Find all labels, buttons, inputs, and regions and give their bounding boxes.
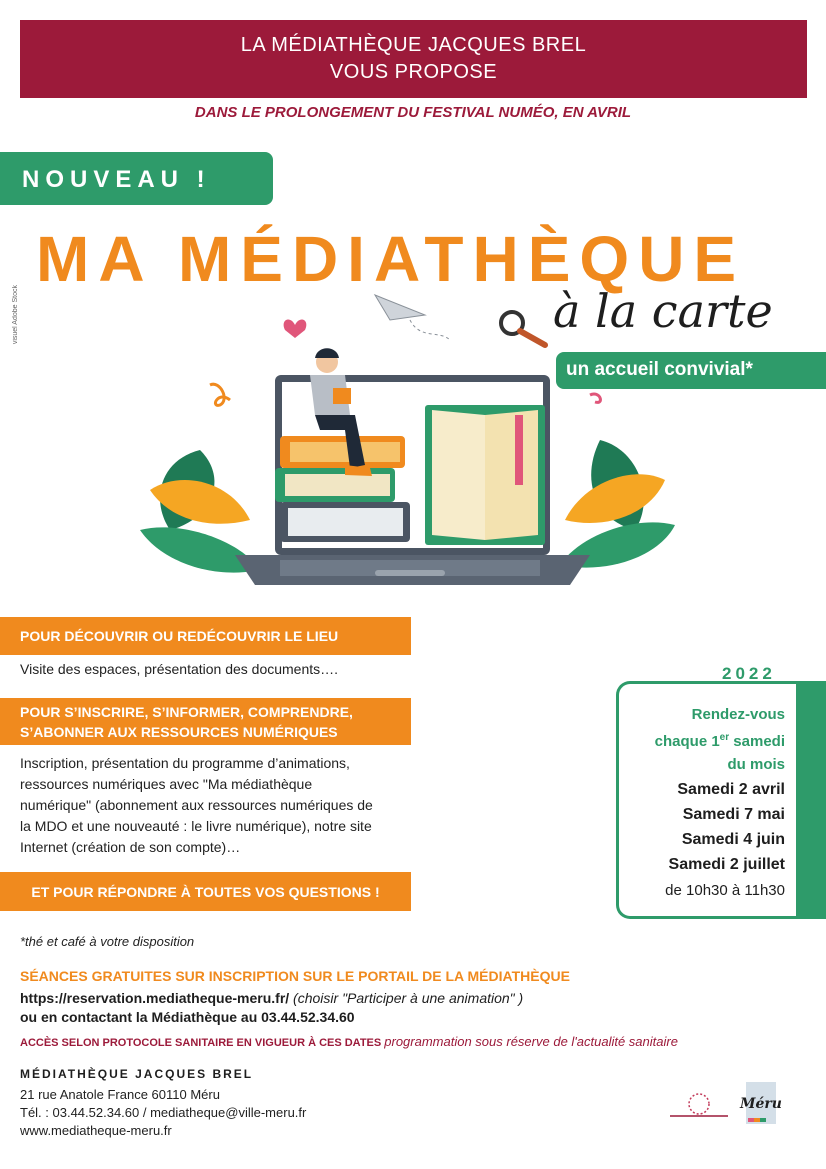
nouveau-badge: NOUVEAU ! bbox=[0, 152, 273, 205]
open-book-icon bbox=[425, 405, 545, 545]
website-link[interactable]: www.mediatheque-meru.fr bbox=[20, 1123, 172, 1138]
header-banner bbox=[20, 20, 807, 98]
reservation-note: (choisir "Participer à une animation" ) bbox=[289, 990, 524, 1006]
a-la-carte-script: à la carte bbox=[553, 284, 773, 338]
books-stack-icon bbox=[275, 436, 410, 542]
squiggle-icon bbox=[210, 384, 230, 405]
schedule-date: Samedi 2 avril bbox=[677, 781, 785, 798]
accueil-tagline: un accueil convivial* bbox=[556, 352, 826, 389]
schedule-intro-line: du mois bbox=[727, 756, 785, 773]
section-2-body-line: ressources numériques avec "Ma médiathèque bbox=[20, 776, 313, 792]
schedule-intro-text: chaque 1 bbox=[654, 733, 720, 750]
contact-line: ou en contactant la Médiathèque au 03.44.52.34.60 bbox=[20, 1009, 355, 1025]
schedule-date: Samedi 7 mai bbox=[682, 806, 785, 823]
ville-meru-logo bbox=[738, 1080, 790, 1128]
section-2-heading-line1: POUR S’INSCRIRE, S’INFORMER, COMPRENDRE, bbox=[20, 703, 353, 720]
schedule-intro-sup: er bbox=[719, 732, 730, 743]
section-2-heading bbox=[0, 698, 411, 745]
mediatheque-logo-icon bbox=[668, 1090, 730, 1122]
image-credit: visuel Adobe Stock bbox=[12, 285, 19, 345]
address: 21 rue Anatole France 60110 Méru bbox=[20, 1087, 220, 1102]
leaves-left-icon bbox=[140, 450, 260, 573]
paper-plane-icon bbox=[375, 295, 425, 320]
seances-heading: SÉANCES GRATUITES SUR INSCRIPTION SUR LE PORTAIL DE LA MÉDIATHÈQUE bbox=[20, 968, 570, 984]
section-2-body-line: Internet (création de son compte)… bbox=[20, 839, 241, 855]
year-label: 2022 bbox=[722, 664, 776, 683]
schedule-dates bbox=[620, 777, 785, 877]
footnote: *thé et café à votre disposition bbox=[20, 934, 195, 949]
festival-subtitle: DANS LE PROLONGEMENT DU FESTIVAL NUMÉO, EN AVRIL bbox=[194, 104, 632, 121]
section-3-heading: ET POUR RÉPONDRE À TOUTES VOS QUESTIONS ! bbox=[0, 872, 411, 911]
header-line-2: VOUS PROPOSE bbox=[329, 61, 498, 83]
acces-text: ACCÈS SELON PROTOCOLE SANITAIRE EN VIGUEUR À CES DATES bbox=[20, 1037, 385, 1049]
schedule-intro bbox=[620, 703, 785, 776]
section-2-body-line: Inscription, présentation du programme d’animations, bbox=[20, 755, 350, 771]
schedule-date: Samedi 4 juin bbox=[681, 831, 785, 848]
schedule-hours: de 10h30 à 11h30 bbox=[665, 882, 785, 899]
org-name: MÉDIATHÈQUE JACQUES BREL bbox=[20, 1067, 254, 1081]
magnifier-icon bbox=[501, 312, 545, 345]
schedule-intro-text: samedi bbox=[729, 733, 785, 750]
acces-line bbox=[20, 1034, 678, 1049]
main-title: MA MÉDIATHÈQUE bbox=[36, 223, 746, 295]
section-2-body-line: numérique" (abonnement aux ressources numériques de bbox=[20, 797, 373, 813]
reservation-link[interactable]: https://reservation.mediatheque-meru.fr/ bbox=[20, 990, 290, 1006]
section-2-heading-line2: S’ABONNER AUX RESSOURCES NUMÉRIQUES bbox=[20, 723, 338, 740]
schedule-stripe bbox=[796, 681, 826, 919]
reservation-line bbox=[20, 990, 523, 1006]
section-2-body bbox=[20, 753, 373, 858]
ville-meru-logo-text: Méru bbox=[740, 1096, 782, 1112]
schedule-date: Samedi 2 juillet bbox=[668, 856, 785, 873]
schedule-intro-line: Rendez-vous bbox=[691, 706, 785, 723]
section-2-body-line: la MDO et une nouveauté : le livre numérique), notre site bbox=[20, 818, 372, 834]
schedule-intro-line bbox=[620, 726, 785, 753]
leaves-right-icon bbox=[560, 440, 675, 568]
header-line-1: LA MÉDIATHÈQUE JACQUES BREL bbox=[240, 34, 587, 56]
section-1-body: Visite des espaces, présentation des documents…. bbox=[20, 661, 339, 677]
phone-email: Tél. : 03.44.52.34.60 / mediatheque@ville-meru.fr bbox=[20, 1105, 307, 1120]
heart-icon bbox=[284, 320, 307, 338]
section-1-heading: POUR DÉCOUVRIR OU REDÉCOUVRIR LE LIEU bbox=[0, 617, 411, 655]
acces-note: programmation sous réserve de l'actualité sanitaire bbox=[384, 1034, 678, 1049]
